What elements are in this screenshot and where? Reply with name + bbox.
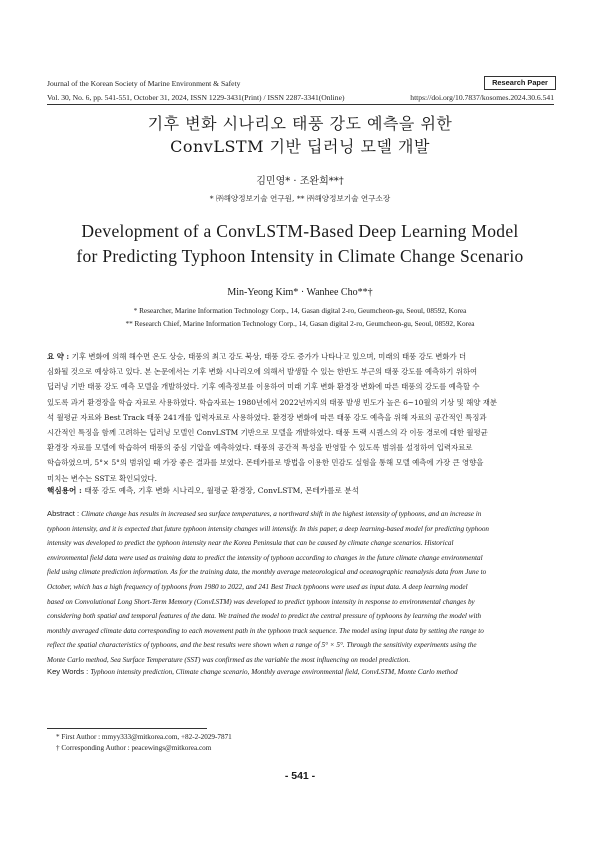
abstract-line: reflect the spatial characteristics of typhoons, and the best results were shown when a range of 5° × 5°. Through the sensitivity experiments using the — [47, 641, 477, 650]
footnote-corresponding-author: † Corresponding Author : peacewings@mitkorea.com — [56, 744, 212, 752]
footnote-first-author: * First Author : mmyy333@mitkorea.com, +82-2-2029-7871 — [56, 733, 232, 741]
footnote-rule — [47, 728, 207, 729]
abstract-line: Monte Carlo method, Sea Surface Temperature (SST) was confirmed as the variable the most influencing on model prediction. — [47, 655, 411, 664]
korean-title-line1: 기후 변화 시나리오 태풍 강도 예측을 위한 — [147, 114, 453, 133]
page-number: - 541 - — [284, 770, 316, 782]
abstract-line: 있도록 과거 환경장을 학습 자료로 사용하였다. 학습자료는 1980년에서 2022년까지의 태풍 발생 빈도가 높은 6~10월의 기상 및 해양 재분 — [47, 397, 498, 407]
korean-keywords-text: 태풍 강도 예측, 기후 변화 시나리오, 월평균 환경장, ConvLSTM, 몬테카를로 분석 — [84, 486, 359, 495]
korean-keywords-label: 핵심용어 : — [47, 486, 85, 495]
english-affiliation-line2: ** Research Chief, Marine Information Technology Corp., 14, Gasan digital 2-ro, Geumcheon-gu, Seoul, 08592, Korea — [125, 319, 475, 328]
abstract-line: monthly averaged climate data corresponding to each movement path in the typhoon track sequence. The model using input data by setting the range to — [47, 626, 484, 635]
korean-title-line2: ConvLSTM 기반 딥러닝 모델 개발 — [170, 137, 430, 156]
english-title-line1: Development of a ConvLSTM-Based Deep Learning Model — [81, 221, 519, 241]
english-authors: Min-Yeong Kim* · Wanhee Cho**† — [227, 287, 373, 298]
english-affiliation-line1: * Researcher, Marine Information Technology Corp., 14, Gasan digital 2-ro, Geumcheon-gu, Seoul, 08592, Korea — [133, 306, 467, 315]
korean-abstract-label: 요 약 : — [47, 352, 72, 361]
abstract-line: 학습하였으며, 5°× 5°의 범위일 때 가장 좋은 결과를 보였다. 몬테카를로 방법을 이용한 민감도 실험을 통해 모델 예측에 가장 큰 영향을 — [47, 458, 484, 468]
abstract-line: environmental field data were used as training data to predict the intensity of typhoon according to changes in the future climate change environmental — [47, 553, 483, 562]
abstract-line: 시간적인 특징을 함께 고려하는 딥러닝 모델인 ConvLSTM 기반으로 모델을 개발하였다. 태풍 트랙 시퀀스의 각 이동 경로에 대한 월평균 — [47, 428, 488, 438]
english-abstract-label: Abstract : — [47, 509, 82, 518]
abstract-line: intensity was developed to predict the typhoon intensity near the Korea Peninsula that can be caused by climate change scenarios. Historical — [47, 539, 454, 548]
korean-abstract — [47, 349, 554, 486]
header-rule — [47, 104, 554, 105]
research-paper-badge: Research Paper — [484, 76, 556, 90]
doi-link[interactable]: https://doi.org/10.7837/kosomes.2024.30.6.541 — [410, 93, 554, 102]
volume-info: Vol. 30, No. 6, pp. 541-551, October 31, 2024, ISSN 1229-3431(Print) / ISSN 2287-3341(Online) — [47, 93, 345, 102]
abstract-line: considering both spatial and temporal features of the data. We trained the model to predict the central pressure of typhoons by learning the model with — [47, 612, 482, 621]
abstract-line: field using climate prediction information. As for the training data, the monthly average meteorological and oceanographic reanalysis data from June to — [47, 568, 487, 577]
english-keywords — [47, 667, 554, 676]
korean-keywords — [47, 485, 554, 496]
english-title-line2: for Predicting Typhoon Intensity in Climate Change Scenario — [76, 246, 524, 266]
journal-name: Journal of the Korean Society of Marine Environment & Safety — [47, 79, 241, 88]
abstract-line: 심화될 것으로 예상하고 있다. 본 논문에서는 기후 변화 시나리오에 의해서 발생할 수 있는 한반도 부근의 태풍 강도를 예측하기 위하여 — [47, 367, 478, 377]
abstract-line: 석 월평균 자료와 Best Track 태풍 241개를 입력자료로 사용하였다. 환경장 변화에 따른 태풍 강도 예측을 위해 자료의 공간적인 특징과 — [47, 412, 487, 422]
english-abstract — [47, 507, 554, 668]
abstract-line: typhoon intensity, and it is expected that future typhoon intensity changes will intensify. In this paper, a deep learning-based model for predicting typhoon — [47, 524, 490, 533]
abstract-line: 요 약 : 기후 변화에 의해 해수면 온도 상승, 태풍의 최고 강도 북상, 태풍 강도 증가가 나타나고 있으며, 미래의 태풍 강도 변화가 더 — [47, 352, 467, 361]
english-keywords-label: Key Words : — [47, 667, 91, 676]
abstract-line: 환경장 자료를 모델에 학습하여 태풍의 중심 기압을 예측하였다. 태풍의 공간적 특성을 반영할 수 있도록 범위를 설정하여 입력자료로 — [47, 443, 473, 453]
abstract-line: 미치는 변수는 SST로 확인되었다. — [47, 473, 157, 483]
abstract-line: based on Convolutional Long Short-Term Memory (ConvLSTM) was developed to predict typhoon intensity in response to environmental changes by — [47, 597, 475, 606]
english-keywords-text: Typhoon intensity prediction, Climate change scenario, Monthly average environmental field, ConvLSTM, Monte Carlo method — [90, 668, 458, 676]
abstract-line: October, which has a high frequency of typhoons from 1980 to 2022, and 241 Best Track typhoons were used as input data. A deep learning model — [47, 582, 468, 591]
abstract-line: 딥러닝 기반 태풍 강도 예측 모델을 개발하였다. 기후 예측정보를 이용하여 미래 기후 변화 환경장 변화에 따른 태풍의 강도를 예측할 수 — [47, 382, 480, 392]
korean-affiliation: * ㈜해양정보기술 연구원, ** ㈜해양정보기술 연구소장 — [209, 194, 391, 203]
abstract-line: Abstract : Climate change has results in increased sea surface temperatures, a northward shift in the highest intensity of typhoons, and an increase in — [47, 509, 482, 518]
korean-authors: 김민영* · 조완희**† — [256, 176, 344, 187]
